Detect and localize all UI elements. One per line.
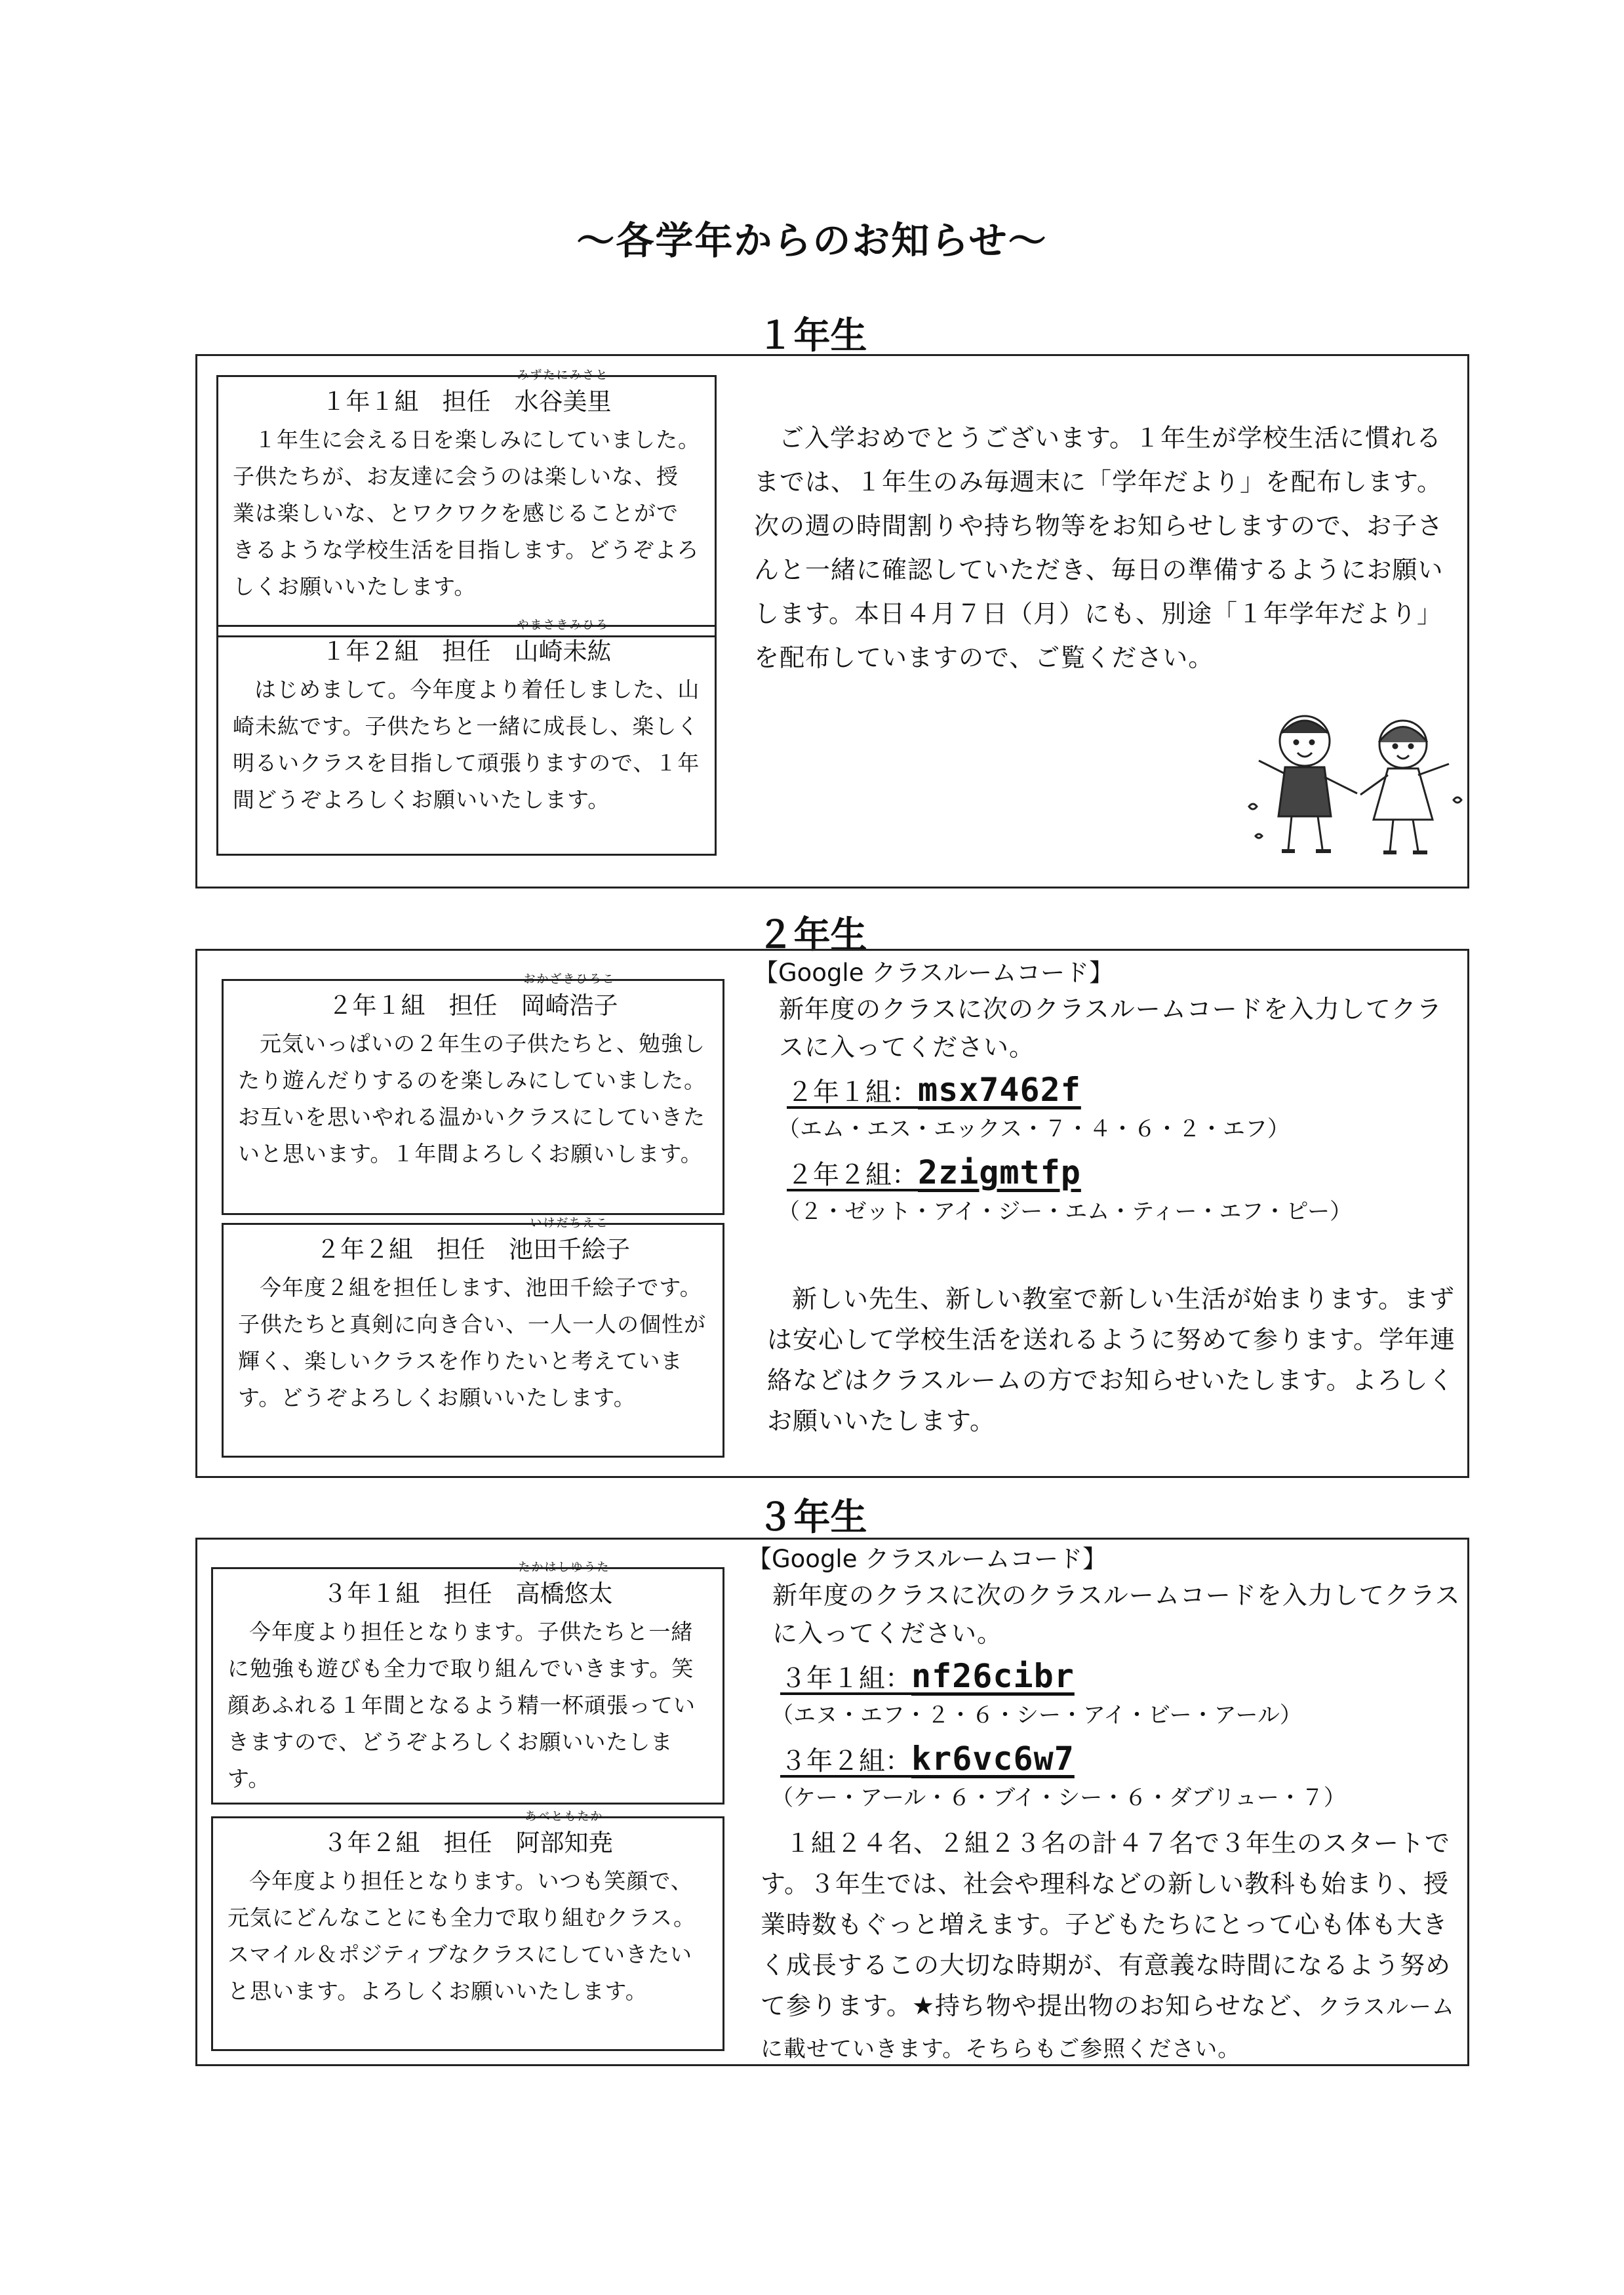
teacher-header: ２年２組 担任 いけだちえこ 池田千絵子 — [238, 1234, 708, 1266]
grade3-class2-box — [211, 1810, 724, 2051]
page-title: ～各学年からのお知らせ～ — [576, 218, 1048, 263]
classroom-code: kr6vc6w7 — [911, 1740, 1075, 1778]
classroom-code-line: ３年１組：nf26cibr — [780, 1657, 1075, 1695]
grade1-class1-box — [216, 369, 717, 637]
teacher-message: 今年度より担任となります。いつも笑顔で、元気にどんなことにも全力で取り組むクラス。スマイル＆ポジティブなクラスにしていきたいと思います。よろしくお願いいたします。 — [228, 1868, 696, 2004]
classroom-code-reading: （エム・エス・エックス・７・４・６・２・エフ） — [778, 1116, 1290, 1142]
name-reading: おかざきひろこ — [523, 972, 616, 986]
grade3-title: ３年生 — [757, 1496, 867, 1539]
grade1-title: １年生 — [757, 315, 867, 357]
grade3-class1-box — [211, 1561, 724, 1805]
teacher-header: ２年１組 担任 おかざきひろこ 岡崎浩子 — [238, 990, 708, 1022]
teacher-name: やまさきみひろ 山崎未紘 — [514, 618, 612, 666]
classroom-code: msx7462f — [918, 1071, 1081, 1109]
grade3-classroom-info — [747, 1542, 1462, 1822]
classroom-code-heading: 【Google クラスルームコード】 — [747, 1545, 1107, 1573]
classroom-code: 2zigmtfp — [918, 1153, 1081, 1191]
grade2-title: ２年生 — [757, 914, 867, 957]
teacher-header: ３年２組 担任 あべともたか 阿部知尭 — [228, 1827, 708, 1859]
classroom-code-line: ３年２組：kr6vc6w7 — [780, 1740, 1075, 1778]
name-reading: あべともたか — [525, 1810, 604, 1824]
teacher-name: いけだちえこ 池田千絵子 — [509, 1216, 630, 1264]
grade3-notice: １組２４名、２組２３名の計４７名で３年生のスタートです。３年生では、社会や理科などの新しい教科も始まり、授業時数もぐっと増えます。子どもたちにとって心も体も大きく成長するこの大切な時期が、有意義な時間になるよう努めて参ります。★持ち物や提出物のお知らせなど、クラスルームに載せていきます。そちらもご参照ください。 — [761, 1829, 1455, 2062]
notice-tail: クラスルームに載せていきます。そちらもご参照ください。 — [761, 1994, 1455, 2062]
grade2-classroom-info — [754, 956, 1459, 1235]
classroom-code: nf26cibr — [911, 1657, 1075, 1695]
teacher-header: １年１組 担任 みずたにみさと 水谷美里 — [233, 386, 700, 418]
name-reading: やまさきみひろ — [517, 618, 609, 632]
classroom-code-heading: 【Google クラスルームコード】 — [754, 959, 1114, 987]
classroom-code-line: ２年１組：msx7462f — [787, 1071, 1081, 1109]
teacher-header: ３年１組 担任 たかはしゆうた 高橋悠太 — [228, 1578, 708, 1610]
teacher-header: １年２組 担任 やまさきみひろ 山崎未紘 — [233, 636, 700, 668]
name-reading: たかはしゆうた — [518, 1561, 610, 1574]
name-reading: いけだちえこ — [530, 1216, 609, 1230]
grade1-class2-box — [216, 618, 717, 856]
teacher-name: みずたにみさと 水谷美里 — [514, 369, 612, 416]
teacher-message: 今年度２組を担任します、池田千絵子です。子供たちと真剣に向き合い、一人一人の個性が輝く、楽しいクラスを作りたいと考えています。どうぞよろしくお願いいたします。 — [238, 1275, 706, 1410]
name-reading: みずたにみさと — [517, 369, 609, 382]
children-illustration — [1242, 702, 1465, 866]
classroom-code-reading: （エヌ・エフ・２・６・シー・アイ・ビー・アール） — [771, 1702, 1302, 1728]
classroom-code-intro: 新年度のクラスに次のクラスルームコードを入力してクラスに入ってください。 — [779, 995, 1442, 1062]
teacher-message: 元気いっぱいの２年生の子供たちと、勉強したり遊んだりするのを楽しみにしていました。お互いを思いやれる温かいクラスにしていきたいと思います。１年間よろしくお願いします。 — [238, 1031, 706, 1167]
teacher-message: はじめまして。今年度より着任しました、山崎未紘です。子供たちと一緒に成長し、楽しく明るいクラスを目指して頑張りますので、１年間どうぞよろしくお願いいたします。 — [233, 677, 700, 812]
teacher-name: あべともたか 阿部知尭 — [515, 1810, 613, 1857]
teacher-name: おかざきひろこ 岡崎浩子 — [521, 972, 618, 1020]
grade1-notice: ご入学おめでとうございます。１年生が学校生活に慣れるまでは、１年生のみ毎週末に「学年だより」を配布します。次の週の時間割りや持ち物等をお知らせしますので、お子さんと一緒に確認していただき、毎日の準備するようにお願いします。本日４月７日（月）にも、別途「１年学年だより」を配布していますので、ご覧ください。 — [754, 424, 1444, 672]
teacher-name: たかはしゆうた 高橋悠太 — [515, 1561, 613, 1608]
classroom-code-line: ２年２組：2zigmtfp — [787, 1153, 1081, 1191]
classroom-code-intro: 新年度のクラスに次のクラスルームコードを入力してクラスに入ってください。 — [772, 1581, 1461, 1648]
classroom-code-reading: （ケー・アール・６・ブイ・シー・６・ダブリュー・７） — [771, 1785, 1346, 1811]
grade2-notice: 新しい先生、新しい教室で新しい生活が始まります。まずは安心して学校生活を送れるように努めて参ります。学年連絡などはクラスルームの方でお知らせいたします。よろしくお願いいたします。 — [767, 1285, 1456, 1435]
grade2-class1-box — [222, 972, 724, 1215]
teacher-message: １年生に会える日を楽しみにしていました。子供たちが、お友達に会うのは楽しいな、授業は楽しいな、とワクワクを感じることができるような学校生活を目指します。どうぞよろしくお願いいたします。 — [233, 427, 700, 599]
teacher-message: 今年度より担任となります。子供たちと一緒に勉強も遊びも全力で取り組んでいきます。笑顔あふれる１年間となるよう精一杯頑張っていきますので、どうぞよろしくお願いいたします。 — [228, 1619, 696, 1791]
grade2-class2-box — [222, 1216, 724, 1458]
classroom-code-reading: （２・ゼット・アイ・ジー・エム・ティー・エフ・ピー） — [778, 1199, 1353, 1225]
